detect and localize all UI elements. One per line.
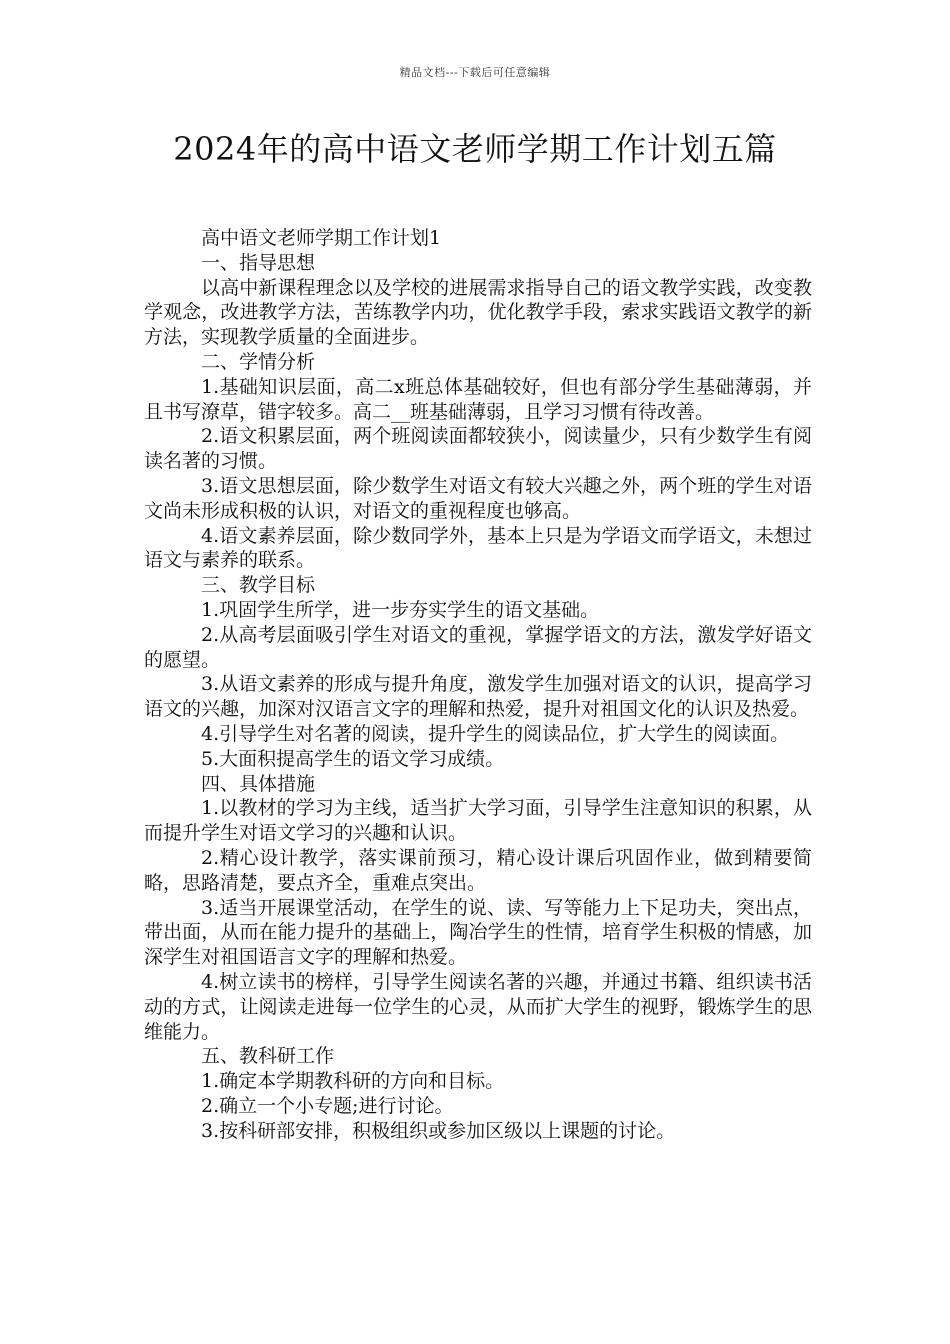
document-paragraph: 3.适当开展课堂活动，在学生的说、读、写等能力上下足功夫，突出点，带出面，从而在能力提升的基础上，陶冶学生的性情，培育学生积极的情感，加深学生对祖国语言文字的理解和热爱。 — [144, 896, 812, 969]
document-paragraph: 二、学情分析 — [201, 350, 316, 373]
document-paragraph: 高中语文老师学期工作计划1 — [201, 227, 442, 249]
document-paragraph: 4.语文素养层面，除少数同学外，基本上只是为学语文而学语文，未想过语文与素养的联系。 — [144, 524, 812, 572]
document-paragraph: 1.基础知识层面，高二x班总体基础较好，但也有部分学生基础薄弱，并且书写潦草，错字较多。高二__班基础薄弱，且学习习惯有待改善。 — [144, 375, 812, 423]
document-paragraph: 3.按科研部安排，积极组织或参加区级以上课题的讨论。 — [201, 1119, 676, 1142]
document-paragraph: 3.语文思想层面，除少数学生对语文有较大兴趣之外，两个班的学生对语文尚未形成积极的认识，对语文的重视程度也够高。 — [144, 474, 812, 522]
document-paragraph: 四、具体措施 — [201, 772, 316, 795]
document-paragraph: 2.语文积累层面，两个班阅读面都较狭小，阅读量少，只有少数学生有阅读名著的习惯。 — [144, 425, 812, 473]
document-paragraph: 1.以教材的学习为主线，适当扩大学习面，引导学生注意知识的积累，从而提升学生对语文学习的兴趣和认识。 — [144, 797, 812, 845]
document-paragraph: 2.从高考层面吸引学生对语文的重视，掌握学语文的方法，激发学好语文的愿望。 — [144, 623, 812, 671]
document-paragraph: 2.精心设计教学，落实课前预习，精心设计课后巩固作业，做到精要简略，思路清楚，要点齐全，重难点突出。 — [144, 846, 812, 894]
document-paragraph: 3.从语文素养的形成与提升角度，激发学生加强对语文的认识，提高学习语文的兴趣，加深对汉语言文字的理解和热爱，提升对祖国文化的认识及热爱。 — [144, 673, 812, 721]
document-paragraph: 五、教科研工作 — [201, 1045, 335, 1068]
document-body — [144, 226, 812, 1143]
document-paragraph: 以高中新课程理念以及学校的进展需求指导自己的语文教学实践，改变教学观念，改进教学方法，苦练教学内功，优化教学手段，索求实践语文教学的新方法，实现教学质量的全面进步。 — [144, 276, 812, 349]
document-paragraph: 三、教学目标 — [201, 574, 316, 597]
document-paragraph: 5.大面积提高学生的语文学习成绩。 — [201, 747, 505, 770]
document-title: 2024年的高中语文老师学期工作计划五篇 — [173, 130, 777, 168]
page-header: 精品文档---下载后可任意编辑 — [399, 66, 551, 79]
document-paragraph: 4.树立读书的榜样，引导学生阅读名著的兴趣，并通过书籍、组织读书活动的方式，让阅读走进每一位学生的心灵，从而扩大学生的视野，锻炼学生的思维能力。 — [144, 970, 812, 1043]
document-paragraph: 1.确定本学期教科研的方向和目标。 — [201, 1070, 505, 1093]
document-paragraph: 1.巩固学生所学，进一步夯实学生的语文基础。 — [201, 598, 600, 621]
document-paragraph: 4.引导学生对名著的阅读，提升学生的阅读品位，扩大学生的阅读面。 — [201, 722, 790, 745]
document-paragraph: 2.确立一个小专题;进行讨论。 — [201, 1094, 454, 1117]
document-paragraph: 一、指导思想 — [201, 251, 316, 274]
